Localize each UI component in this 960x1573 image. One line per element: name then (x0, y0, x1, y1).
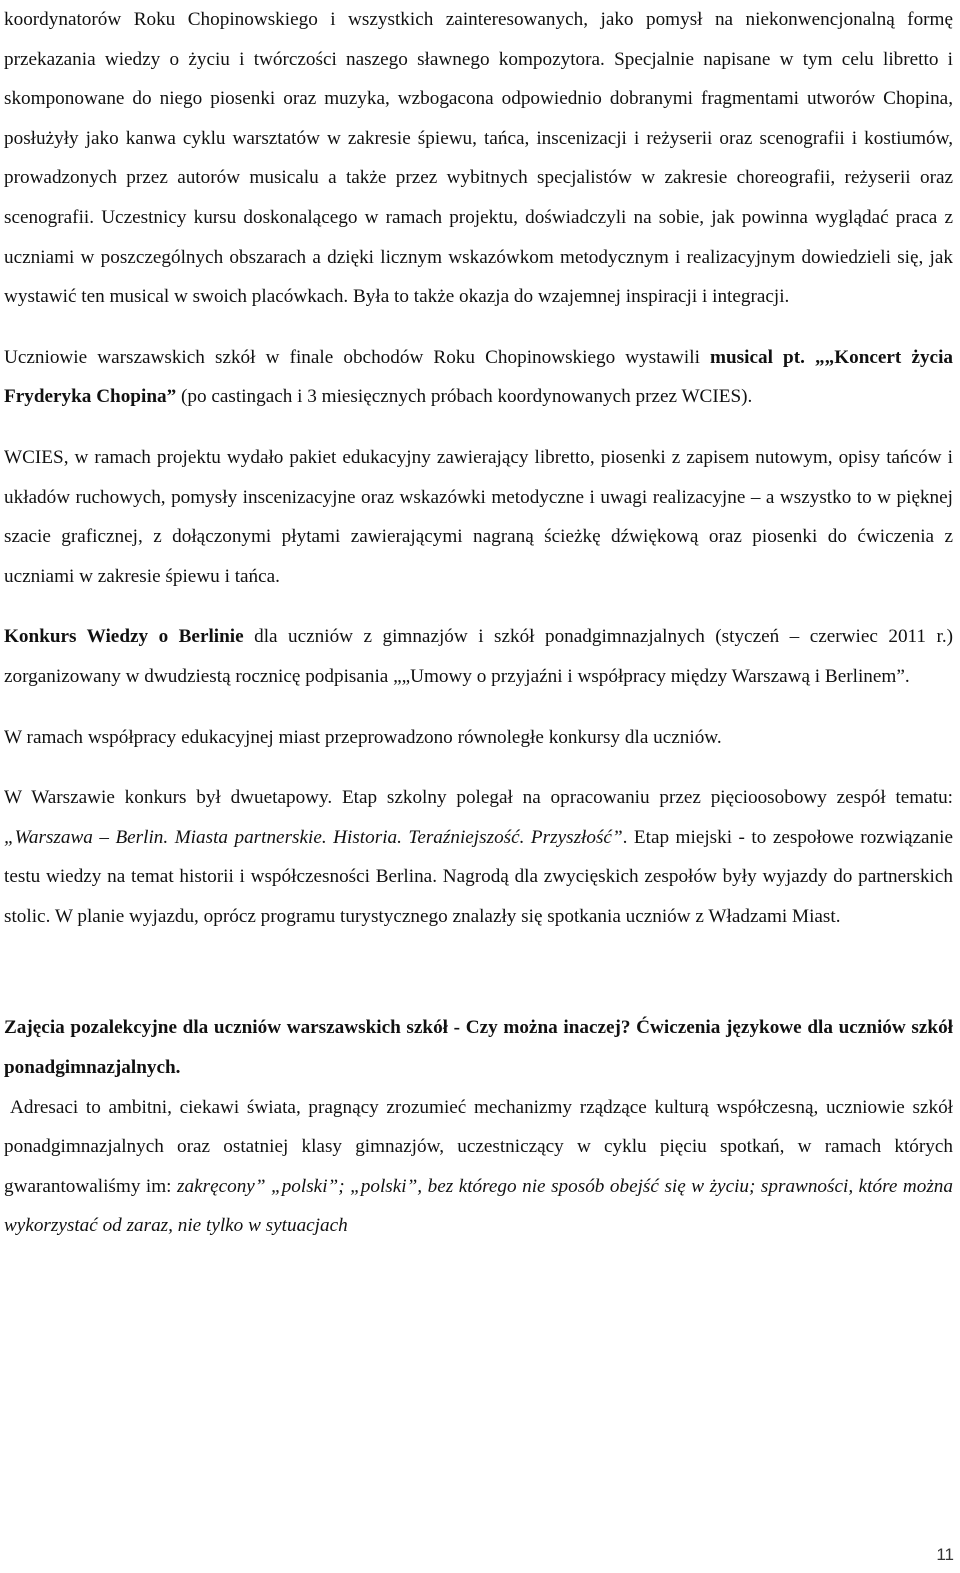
paragraph-chopin-musical-intro (4, 0, 953, 317)
musical-title: musical pt. „„Koncert życia Fryderyka Chopina” (4, 346, 953, 408)
paragraph-text: (po castingach i 3 miesięcznych próbach koordynowanych przez WCIES). (176, 386, 753, 408)
contest-title: Konkurs Wiedzy o Berlinie (4, 626, 244, 648)
paragraph-musical-finale (4, 338, 953, 417)
paragraph-text: WCIES, w ramach projektu wydało pakiet edukacyjny zawierający libretto, piosenki z zapisem nutowym, opisy tańców i układów ruchowych, pomysły inscenizacyjne oraz wskazówki metodyczne i uwagi realizacyjne – a wszystko to w pięknej szacie graficznej, z dołączonymi płytami zawierającymi nagraną ścieżkę dźwiękową oraz piosenki do ćwiczenia z uczniami w zakresie śpiewu i tańca. (4, 446, 953, 587)
paragraph-text: dla uczniów z gimnazjów i szkół ponadgimnazjalnych (styczeń – czerwiec 2011 r.) zorganizowany w dwudziestą rocznicę podpisania „„Umowy o przyjaźni i współpracy między Warszawą i Berlinem”. (4, 626, 954, 687)
paragraph-educational-package (4, 438, 953, 596)
contest-topic: „Warszawa – Berlin. Miasta partnerskie. Historia. Teraźniejszość. Przyszłość” (4, 826, 623, 848)
paragraph-text: W Warszawie konkurs był dwuetapowy. Etap szkolny polegał na opracowaniu przez pięcioosobowy zespół tematu: (4, 787, 953, 809)
section-heading (4, 1008, 953, 1087)
paragraph-warsaw-stages (4, 778, 953, 936)
paragraph-text: Uczniowie warszawskich szkół w finale obchodów Roku Chopinowskiego wystawili (4, 346, 711, 368)
paragraph-text: W ramach współpracy edukacyjnej miast przeprowadzono równoległe konkursy dla uczniów. (4, 726, 722, 748)
document-body (4, 0, 953, 1246)
paragraph-text: koordynatorów Roku Chopinowskiego i wszystkich zainteresowanych, jako pomysł na niekonwencjonalną formę przekazania wiedzy o życiu i twórczości naszego sławnego kompozytora. Specjalnie napisane w tym celu libretto i skomponowane do niego piosenki oraz muzyka, wzbogacona odpowiednio dobranymi fragmentami utworów Chopina, posłużyły jako kanwa cyklu warsztatów w zakresie śpiewu, tańca, inscenizacji i reżyserii oraz scenografii i kostiumów, prowadzonych przez autorów musicalu a także przez wybitnych specjalistów w zakresie choreografii, reżyserii oraz scenografii. Uczestnicy kursu doskonalącego w ramach projektu, doświadczyli na sobie, jak powinna wyglądać praca z uczniami w poszczególnych obszarach a dzięki licznym wskazówkom metodycznym i realizacyjnym dowiedzieli się, jak wystawić ten musical w swoich placówkach. Była to także okazja do wzajemnej inspiracji i integracji. (4, 9, 953, 308)
paragraph-text: . Etap miejski - to zespołowe rozwiązanie testu wiedzy na temat historii i współczesności Berlina. Nagrodą dla zwycięskich zespołów były wyjazdy do partnerskich stolic. W planie wyjazdu, oprócz programu turystycznego znalazły się spotkania uczniów z Władzami Miast. (4, 826, 953, 927)
paragraph-parallel-contests (4, 718, 953, 758)
paragraph-berlin-contest (4, 617, 953, 696)
heading-text: Zajęcia pozalekcyjne dla uczniów warszawskich szkół - Czy można inaczej? Ćwiczenia językowe dla uczniów szkół ponadgimnazjalnych. (4, 1017, 953, 1079)
paragraph-text: Adresaci to ambitni, ciekawi świata, pragnący zrozumieć mechanizmy rządzące kulturą współczesną, uczniowie szkół ponadgimnazjalnych oraz ostatniej klasy gimnazjów, uczestniczący w cyklu pięciu spotkań, w ramach których gwarantowaliśmy im: (4, 1096, 953, 1197)
page-number: 11 (936, 1545, 954, 1564)
quote-text: zakręcony” „polski”; „polski”, bez którego nie sposób obejść się w życiu; sprawności, które można wykorzystać od zaraz, nie tylko w sytuacjach (4, 1175, 953, 1237)
paragraph-addressees (4, 1088, 953, 1246)
